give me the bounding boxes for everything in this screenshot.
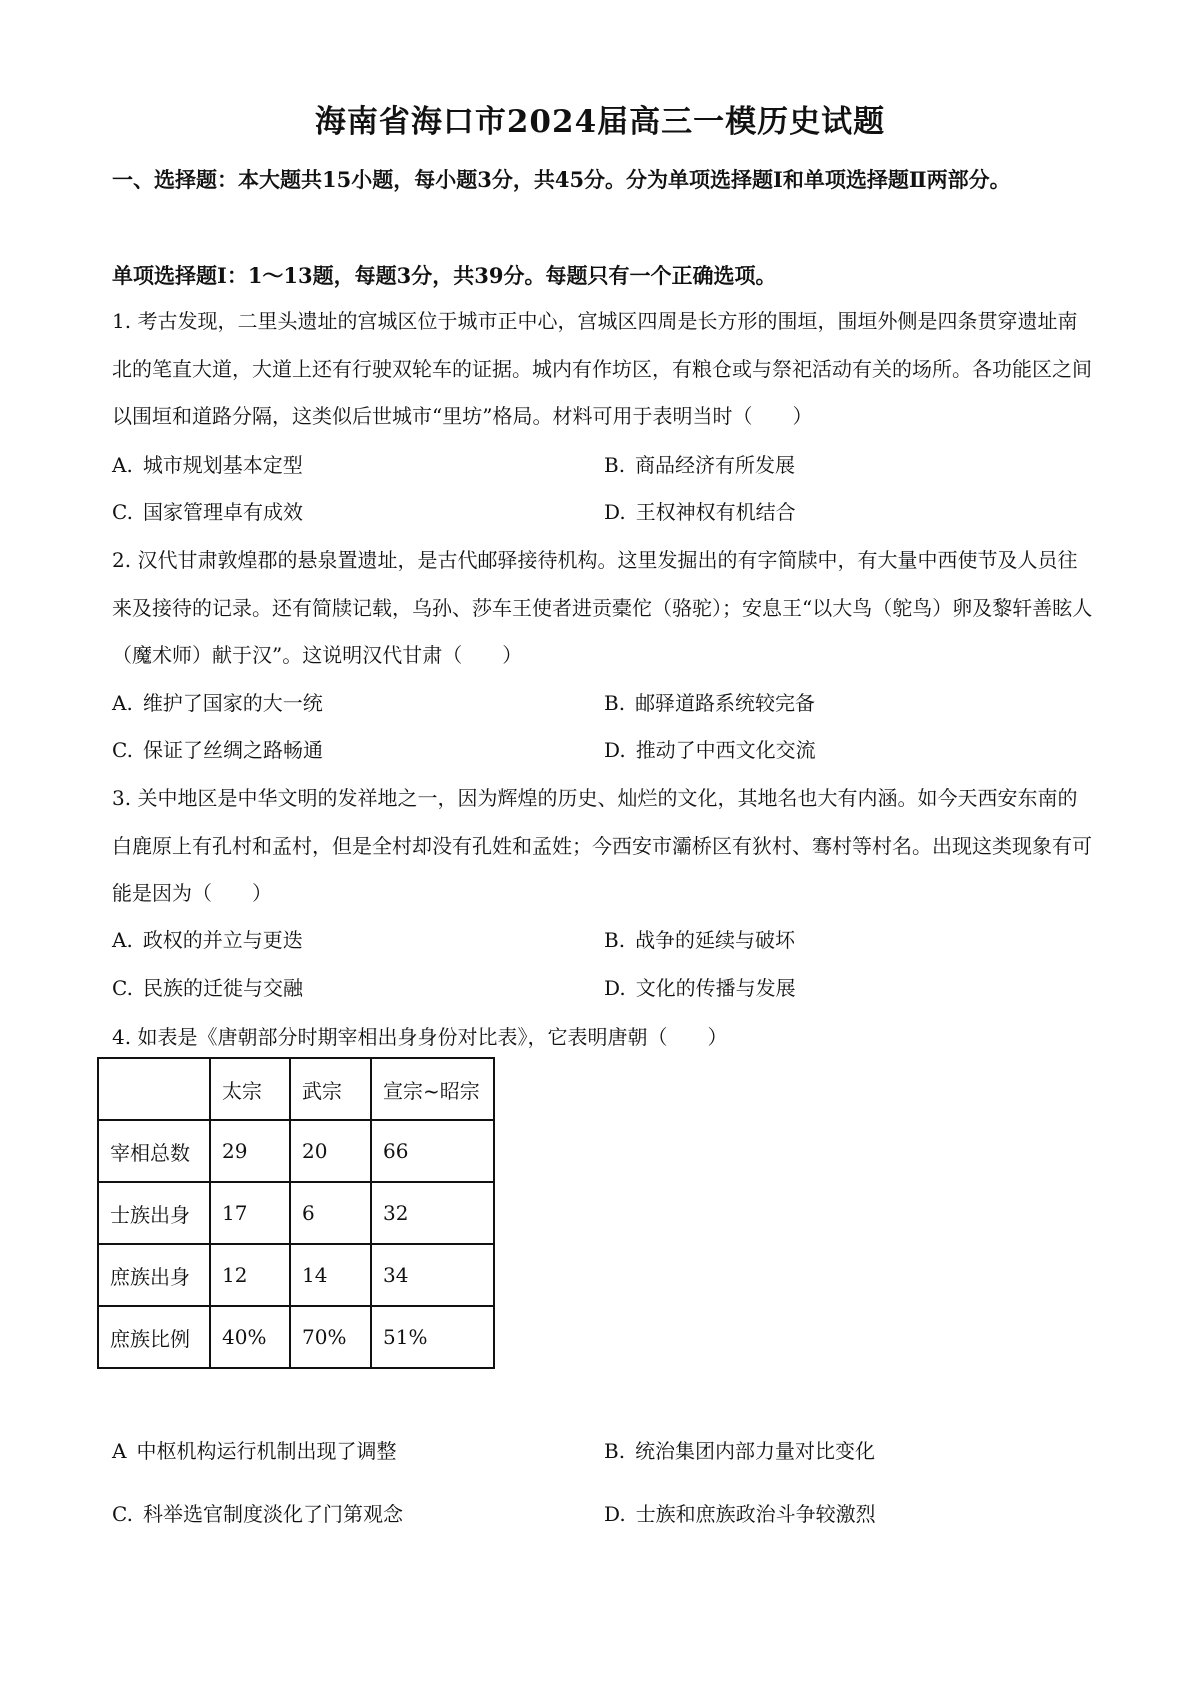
option-text: 维护了国家的大一统	[142, 691, 323, 715]
option-label: B.	[604, 928, 626, 952]
question-4-table	[97, 1057, 495, 1369]
table-cell: 庶族比例	[98, 1306, 210, 1368]
option-label: C.	[112, 500, 133, 524]
option-label: D.	[604, 976, 626, 1000]
option-label: B.	[604, 453, 626, 477]
option-text: 王权神权有机结合	[635, 500, 796, 524]
option-label: A	[112, 1439, 127, 1463]
question-4-option-c[interactable]	[112, 1500, 403, 1528]
question-4-option-d[interactable]	[604, 1500, 876, 1528]
table-cell: 34	[371, 1244, 494, 1306]
option-label: B.	[604, 1439, 626, 1463]
table-cell: 庶族出身	[98, 1244, 210, 1306]
option-label: C.	[112, 738, 133, 762]
option-label: C.	[112, 1502, 133, 1526]
question-2-option-c[interactable]	[112, 736, 323, 764]
question-4-stem: 4. 如表是《唐朝部分时期宰相出身身份对比表》，它表明唐朝（ ）	[112, 1025, 728, 1049]
table-cell: 士族出身	[98, 1182, 210, 1244]
option-label: C.	[112, 976, 133, 1000]
option-text: 战争的延续与破坏	[635, 928, 796, 952]
option-text: 商品经济有所发展	[635, 453, 796, 477]
option-text: 民族的迁徙与交融	[142, 976, 303, 1000]
question-3-option-b[interactable]	[604, 926, 795, 954]
option-label: A.	[112, 453, 133, 477]
option-text: 政权的并立与更迭	[142, 928, 303, 952]
question-3-option-a[interactable]	[112, 926, 303, 954]
option-label: A.	[112, 691, 133, 715]
question-2-option-d[interactable]	[604, 736, 816, 764]
option-text: 科举选官制度淡化了门第观念	[142, 1502, 403, 1526]
table-cell: 20	[290, 1120, 371, 1182]
section-subheading: 单项选择题Ⅰ：1～13题，每题3分，共39分。每题只有一个正确选项。	[112, 263, 777, 288]
question-1-option-c[interactable]	[112, 498, 303, 526]
table-header-cell: 宣宗~昭宗	[371, 1058, 494, 1120]
question-1-option-b[interactable]	[604, 451, 795, 479]
table-header-cell: 武宗	[290, 1058, 371, 1120]
table-row	[98, 1182, 494, 1244]
table-cell: 宰相总数	[98, 1120, 210, 1182]
table-header-cell	[98, 1058, 210, 1120]
option-text: 邮驿道路系统较完备	[635, 691, 816, 715]
table-cell: 17	[210, 1182, 290, 1244]
table-cell: 14	[290, 1244, 371, 1306]
table-row	[98, 1244, 494, 1306]
section-heading: 一、选择题：本大题共15小题，每小题3分，共45分。分为单项选择题Ⅰ和单项选择题Ⅱ两部分。	[112, 167, 1011, 192]
table-row	[98, 1306, 494, 1368]
option-label: A.	[112, 928, 133, 952]
table-cell: 66	[371, 1120, 494, 1182]
question-2-option-a[interactable]	[112, 689, 323, 717]
option-text: 士族和庶族政治斗争较激烈	[635, 1502, 876, 1526]
table-cell: 29	[210, 1120, 290, 1182]
question-3-stem: 3. 关中地区是中华文明的发祥地之一，因为辉煌的历史、灿烂的文化，其地名也大有内涵。如今天西安东南的白鹿原上有孔村和孟村，但是全村却没有孔姓和孟姓；今西安市灞桥区有狄村、骞村等村名。出现这类现象有可能是因为（ ）	[112, 786, 1092, 905]
option-label: D.	[604, 1502, 626, 1526]
option-text: 文化的传播与发展	[635, 976, 796, 1000]
question-4-option-b[interactable]	[604, 1437, 875, 1465]
question-2-stem: 2. 汉代甘肃敦煌郡的悬泉置遗址，是古代邮驿接待机构。这里发掘出的有字简牍中，有大量中西使节及人员往来及接待的记录。还有简牍记载，乌孙、莎车王使者进贡橐佗（骆驼）；安息王“以大鸟（鸵鸟）卵及黎轩善眩人（魔术师）献于汉”。这说明汉代甘肃（ ）	[112, 548, 1093, 667]
question-3-option-d[interactable]	[604, 974, 796, 1002]
question-1-option-a[interactable]	[112, 451, 303, 479]
question-1-option-d[interactable]	[604, 498, 796, 526]
option-text: 中枢机构运行机制出现了调整	[136, 1439, 397, 1463]
question-4-option-a[interactable]	[112, 1437, 396, 1465]
table-header-row	[98, 1058, 494, 1120]
option-label: B.	[604, 691, 626, 715]
table-cell: 6	[290, 1182, 371, 1244]
option-label: D.	[604, 738, 626, 762]
table-row	[98, 1120, 494, 1182]
table-header-cell: 太宗	[210, 1058, 290, 1120]
question-1-stem: 1. 考古发现，二里头遗址的宫城区位于城市正中心，宫城区四周是长方形的围垣，围垣外侧是四条贯穿遗址南北的笔直大道，大道上还有行驶双轮车的证据。城内有作坊区，有粮仓或与祭祀活动有关的场所。各功能区之间以围垣和道路分隔，这类似后世城市“里坊”格局。材料可用于表明当时（ ）	[112, 309, 1092, 428]
table-cell: 40%	[210, 1306, 290, 1368]
option-text: 城市规划基本定型	[142, 453, 303, 477]
table-cell: 32	[371, 1182, 494, 1244]
option-label: D.	[604, 500, 626, 524]
question-3-option-c[interactable]	[112, 974, 303, 1002]
option-text: 推动了中西文化交流	[635, 738, 816, 762]
table-cell: 70%	[290, 1306, 371, 1368]
table-cell: 51%	[371, 1306, 494, 1368]
option-text: 统治集团内部力量对比变化	[635, 1439, 876, 1463]
option-text: 国家管理卓有成效	[142, 500, 303, 524]
question-2-option-b[interactable]	[604, 689, 815, 717]
page-title: 海南省海口市2024届高三一模历史试题	[314, 104, 886, 140]
table-cell: 12	[210, 1244, 290, 1306]
option-text: 保证了丝绸之路畅通	[142, 738, 323, 762]
